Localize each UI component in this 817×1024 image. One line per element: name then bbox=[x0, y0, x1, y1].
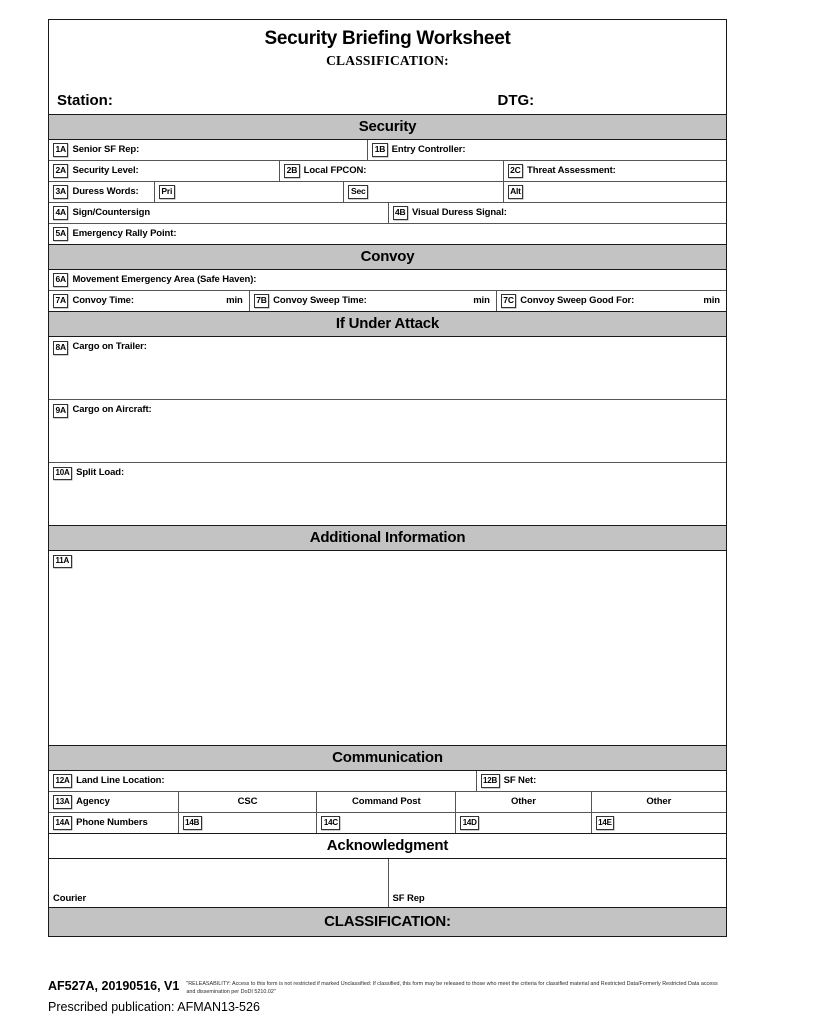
row-6 bbox=[49, 270, 726, 290]
footer-top-row bbox=[48, 978, 738, 997]
field-number-5a: 5A bbox=[53, 227, 68, 241]
row-10 bbox=[49, 462, 726, 525]
field-label-2a: Security Level: bbox=[72, 165, 139, 177]
agency-header-command-post: Command Post bbox=[316, 792, 455, 812]
field-unit-7b: min bbox=[473, 295, 490, 307]
station-dtg-row bbox=[49, 71, 726, 114]
agency-header-other-1: Other bbox=[455, 792, 590, 812]
field-number-3a: 3A bbox=[53, 185, 68, 199]
row-12 bbox=[49, 771, 726, 791]
section-header-convoy: Convoy bbox=[49, 244, 726, 270]
field-number-13a: 13A bbox=[53, 795, 72, 809]
field-2b-local-fpcon[interactable] bbox=[279, 161, 502, 181]
field-number-7c: 7C bbox=[501, 294, 516, 308]
field-4a-sign-countersign[interactable] bbox=[49, 203, 388, 223]
field-label-4b: Visual Duress Signal: bbox=[411, 207, 507, 219]
row-acknowledgment-signatures bbox=[49, 859, 726, 907]
row-11 bbox=[49, 551, 726, 745]
field-14e-other-phone-2[interactable] bbox=[591, 813, 726, 833]
field-14c-command-post-phone[interactable] bbox=[316, 813, 455, 833]
agency-header-csc: CSC bbox=[178, 792, 317, 812]
field-3a-alt[interactable] bbox=[503, 182, 726, 202]
form-identifier: AF527A, 20190516, V1 bbox=[48, 979, 180, 993]
field-number-14d: 14D bbox=[460, 816, 479, 830]
field-10a-split-load[interactable] bbox=[49, 463, 726, 525]
field-7b-convoy-sweep-time[interactable] bbox=[249, 291, 496, 311]
field-number-8a: 8A bbox=[53, 341, 68, 355]
field-number-4b: 4B bbox=[393, 206, 408, 220]
row-5 bbox=[49, 223, 726, 244]
section-header-security: Security bbox=[49, 114, 726, 140]
field-3a-pri[interactable] bbox=[154, 182, 344, 202]
field-label-6a: Movement Emergency Area (Safe Haven): bbox=[72, 274, 257, 286]
field-11a-additional-information[interactable] bbox=[49, 551, 726, 745]
field-number-2c: 2C bbox=[508, 164, 523, 178]
dtg-label[interactable]: DTG: bbox=[497, 91, 535, 109]
sf-rep-signature-block[interactable] bbox=[388, 859, 727, 907]
field-14d-other-phone-1[interactable] bbox=[455, 813, 590, 833]
row-4 bbox=[49, 202, 726, 223]
field-number-12b: 12B bbox=[481, 774, 500, 788]
field-label-8a: Cargo on Trailer: bbox=[72, 340, 147, 352]
title-block bbox=[49, 20, 726, 71]
row-9 bbox=[49, 399, 726, 462]
row-1 bbox=[49, 140, 726, 160]
row-8 bbox=[49, 337, 726, 399]
field-8a-cargo-on-trailer[interactable] bbox=[49, 337, 726, 399]
field-3a-sec[interactable] bbox=[343, 182, 502, 202]
field-number-3a-sec: Sec bbox=[348, 185, 368, 199]
field-5a-emergency-rally-point[interactable] bbox=[49, 224, 726, 244]
station-label[interactable]: Station: bbox=[57, 91, 113, 109]
af527a-form bbox=[48, 19, 727, 937]
field-number-12a: 12A bbox=[53, 774, 72, 788]
field-label-3a: Duress Words: bbox=[72, 186, 139, 198]
page-title: Security Briefing Worksheet bbox=[264, 28, 511, 49]
field-unit-7a: min bbox=[226, 295, 243, 307]
releasability-statement: "RELEASABILITY: Access to this form is not restricted if marked Unclassified: If classified, this form may be released to those who meet the criteria for classified material and Restricted Data/Formerly Restricted Data access and dissemination per DoDI 5210.02" bbox=[186, 981, 718, 996]
field-label-2c: Threat Assessment: bbox=[527, 165, 616, 177]
agency-header-other-2: Other bbox=[591, 792, 726, 812]
courier-label: Courier bbox=[53, 892, 87, 904]
field-label-13a: Agency bbox=[76, 796, 110, 808]
field-number-11a: 11A bbox=[53, 555, 72, 569]
field-number-10a: 10A bbox=[53, 467, 72, 481]
field-13a-agency[interactable] bbox=[49, 792, 178, 812]
section-header-if-under-attack: If Under Attack bbox=[49, 311, 726, 337]
field-label-9a: Cargo on Aircraft: bbox=[72, 403, 152, 415]
field-number-14b: 14B bbox=[183, 816, 202, 830]
field-1b-entry-controller[interactable] bbox=[367, 140, 726, 160]
section-header-additional-information: Additional Information bbox=[49, 525, 726, 551]
field-label-5a: Emergency Rally Point: bbox=[72, 228, 177, 240]
field-number-14a: 14A bbox=[53, 816, 72, 830]
field-number-4a: 4A bbox=[53, 206, 68, 220]
field-12b-sf-net[interactable] bbox=[476, 771, 726, 791]
field-number-14c: 14C bbox=[321, 816, 340, 830]
field-number-14e: 14E bbox=[596, 816, 615, 830]
section-header-communication: Communication bbox=[49, 745, 726, 771]
row-2 bbox=[49, 160, 726, 181]
field-number-3a-pri: Pri bbox=[159, 185, 175, 199]
field-number-6a: 6A bbox=[53, 273, 68, 287]
field-3a-duress-words[interactable] bbox=[49, 182, 154, 202]
field-label-2b: Local FPCON: bbox=[303, 165, 367, 177]
field-number-2a: 2A bbox=[53, 164, 68, 178]
classification-bottom: CLASSIFICATION: bbox=[49, 907, 726, 936]
field-label-12b: SF Net: bbox=[503, 775, 537, 787]
field-label-7a: Convoy Time: bbox=[72, 295, 134, 307]
row-13-agency-headers bbox=[49, 791, 726, 812]
field-7c-convoy-sweep-good-for[interactable] bbox=[496, 291, 726, 311]
classification-top: CLASSIFICATION: bbox=[326, 52, 449, 68]
field-2c-threat-assessment[interactable] bbox=[503, 161, 726, 181]
field-label-14a: Phone Numbers bbox=[76, 817, 148, 829]
field-12a-land-line-location[interactable] bbox=[49, 771, 476, 791]
row-3 bbox=[49, 181, 726, 202]
field-number-9a: 9A bbox=[53, 404, 68, 418]
section-header-acknowledgment: Acknowledgment bbox=[49, 833, 726, 859]
field-6a-movement-emergency-area[interactable] bbox=[49, 270, 726, 290]
field-14a-phone-numbers[interactable] bbox=[49, 813, 178, 833]
sf-rep-label: SF Rep bbox=[392, 892, 425, 904]
field-label-10a: Split Load: bbox=[76, 466, 125, 478]
field-14b-csc-phone[interactable] bbox=[178, 813, 317, 833]
field-label-7b: Convoy Sweep Time: bbox=[273, 295, 367, 307]
field-number-1a: 1A bbox=[53, 143, 68, 157]
field-2a-security-level[interactable] bbox=[49, 161, 279, 181]
field-1a-senior-sf-rep[interactable] bbox=[49, 140, 367, 160]
field-9a-cargo-on-aircraft[interactable] bbox=[49, 400, 726, 462]
form-footer bbox=[48, 978, 738, 1014]
field-label-12a: Land Line Location: bbox=[76, 775, 165, 787]
field-7a-convoy-time[interactable] bbox=[49, 291, 249, 311]
prescribed-publication: Prescribed publication: AFMAN13-526 bbox=[48, 999, 260, 1014]
field-number-1b: 1B bbox=[372, 143, 387, 157]
field-number-7a: 7A bbox=[53, 294, 68, 308]
row-7 bbox=[49, 290, 726, 311]
field-4b-visual-duress-signal[interactable] bbox=[388, 203, 727, 223]
field-number-3a-alt: Alt bbox=[508, 185, 524, 199]
field-number-7b: 7B bbox=[254, 294, 269, 308]
field-label-1b: Entry Controller: bbox=[391, 144, 466, 156]
row-14-phone-numbers bbox=[49, 812, 726, 833]
field-label-4a: Sign/Countersign bbox=[72, 207, 151, 219]
field-number-2b: 2B bbox=[284, 164, 299, 178]
field-label-1a: Senior SF Rep: bbox=[72, 144, 140, 156]
field-unit-7c: min bbox=[703, 295, 720, 307]
field-label-7c: Convoy Sweep Good For: bbox=[520, 295, 635, 307]
courier-signature-block[interactable] bbox=[49, 859, 388, 907]
